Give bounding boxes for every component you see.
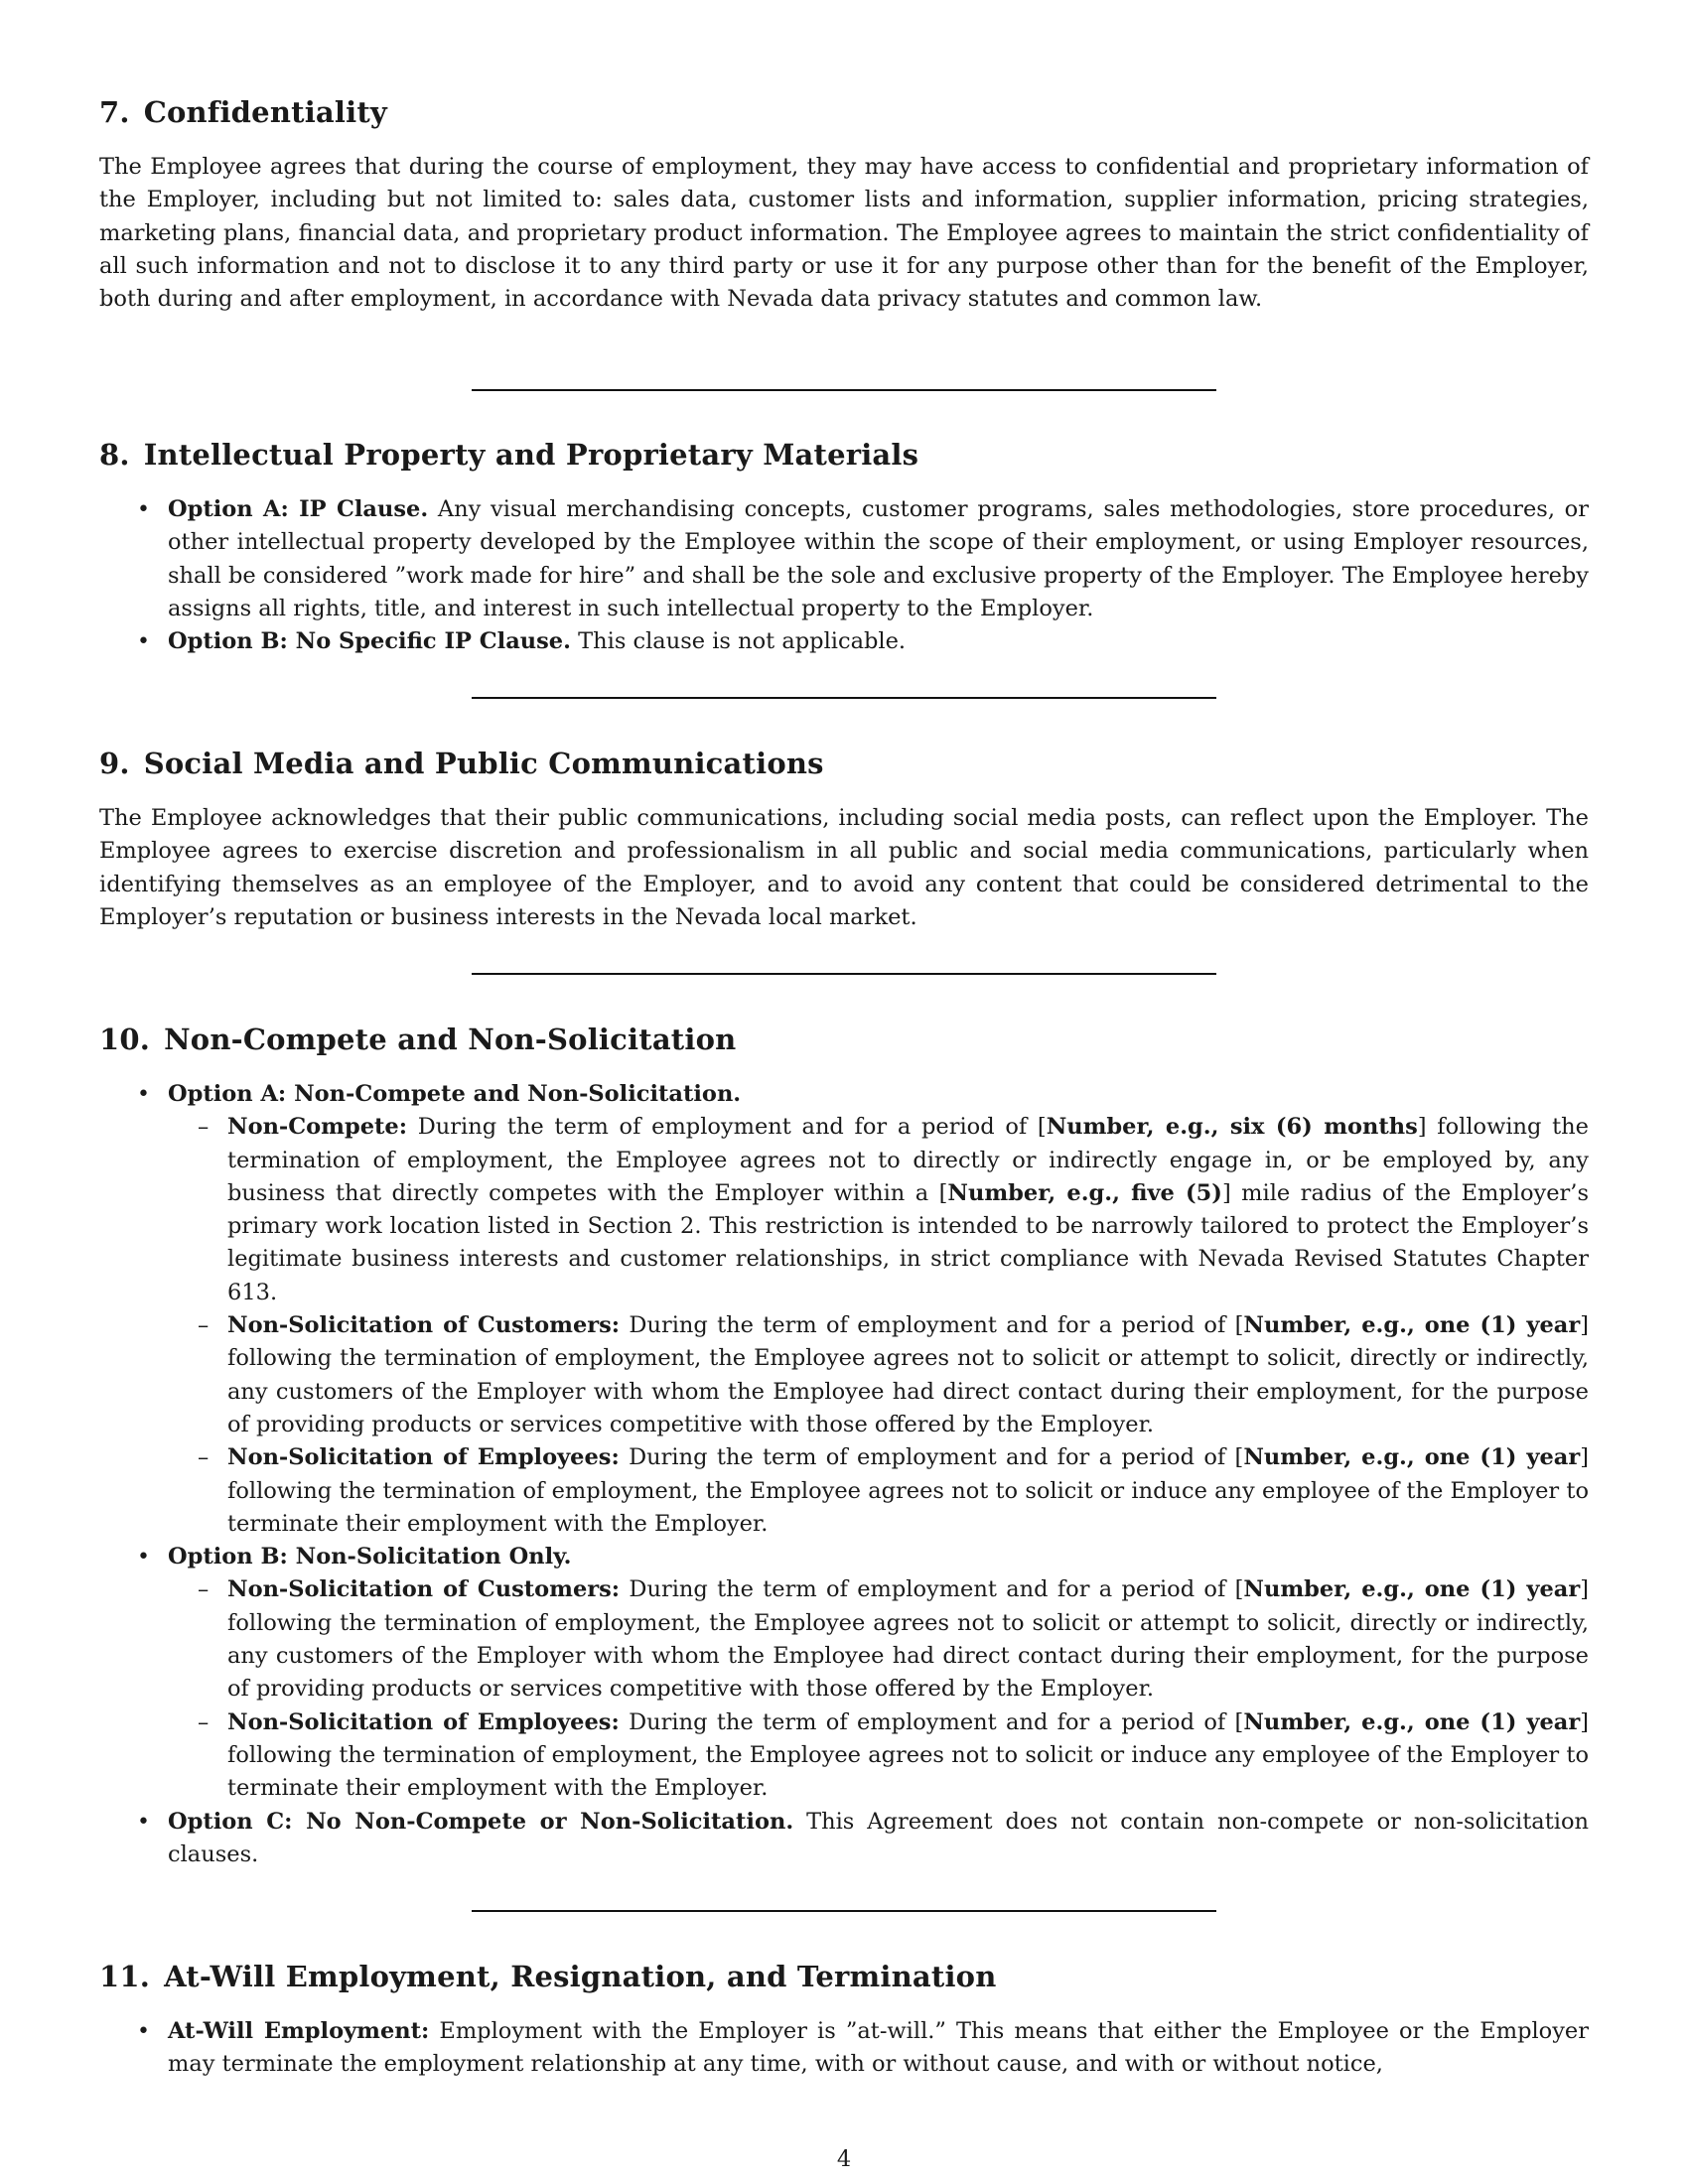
list-item: • Option B: No Specific IP Clause. This clause is not applicable. bbox=[99, 625, 1589, 658]
section-divider bbox=[472, 1910, 1216, 1912]
sublist-item: – Non-Solicitation of Customers: During the term of employment and for a period of [Number, e.g., one (1) year] following the termination of employment, the Employee agrees not to solicit or attempt to solicit, directly or indirectly, any customers of the Employer with whom the Employee had direct contact during their employment, for the purpose of providing products or services competitive with those offered by the Employer. bbox=[168, 1309, 1589, 1441]
bullet-icon: • bbox=[137, 1809, 150, 1835]
section-heading-intellectual-property: 8. Intellectual Property and Proprietary Materials bbox=[99, 438, 919, 472]
section-divider bbox=[472, 389, 1216, 391]
bullet-icon: • bbox=[137, 2019, 150, 2044]
list-item: • Option A: Non-Compete and Non-Solicitation. – Non-Compete: During the term of employment and for a period of [Number, e.g., six (6) months] following the termination of employment, the Employee agrees not to directly or indirectly engage in, or be employed by, any business that directly competes with the Employer within a [Number, e.g., five (5)] mile radius of the Employer’s primary work location listed in Section 2. This restriction is intended to be narrowly tailored to protect the Employer’s legitimate business interests and customer relationships, in strict compliance with Nevada Revised Statutes Chapter 613. – Non-Solicitation of Customers: During the term of employment and for a period of [Number, e.g., one (1) year] following the termination of employment, the Employee agrees not to solicit or attempt to solicit, directly or indirectly, any customers of the Employer with whom the Employee had direct contact during their employment, for the purpose of providing products or services competitive with those offered by the Employer. – Non-Solicitation of Employees: During the term of employment and for a period of [Number, e.g., one (1) year] following the termination of employment, the Employee agrees not to solicit or induce any employee of the Employer to terminate their employment with the Employer. bbox=[99, 1078, 1589, 1541]
list-item: • At-Will Employment: Employment with the Employer is ”at-will.” This means that either the Employee or the Employer may terminate the employment relationship at any time, with or without cause, and with or without notice, bbox=[99, 2015, 1589, 2082]
dash-icon: – bbox=[198, 1576, 210, 1603]
non-compete-options-list bbox=[99, 1078, 1589, 1871]
option-a-sublist bbox=[168, 1111, 1589, 1541]
list-item: • Option A: IP Clause. Any visual merchandising concepts, customer programs, sales methodologies, store procedures, or other intellectual property developed by the Employee within the scope of their employment, or using Employer resources, shall be considered ”work made for hire” and shall be the sole and exclusive property of the Employer. The Employee hereby assigns all rights, title, and interest in such intellectual property to the Employer. bbox=[99, 493, 1589, 625]
at-will-list bbox=[99, 2015, 1589, 2082]
bullet-icon: • bbox=[137, 497, 150, 522]
dash-icon: – bbox=[198, 1114, 210, 1141]
list-item: • Option C: No Non-Compete or Non-Solicitation. This Agreement does not contain non-compete or non-solicitation clauses. bbox=[99, 1806, 1589, 1872]
dash-icon: – bbox=[198, 1708, 210, 1735]
option-b-sublist bbox=[168, 1573, 1589, 1805]
bullet-icon: • bbox=[137, 1545, 150, 1570]
sublist-item: – Non-Solicitation of Customers: During the term of employment and for a period of [Number, e.g., one (1) year] following the termination of employment, the Employee agrees not to solicit or attempt to solicit, directly or indirectly, any customers of the Employer with whom the Employee had direct contact during their employment, for the purpose of providing products or services competitive with those offered by the Employer. bbox=[168, 1573, 1589, 1706]
social-media-paragraph: The Employee acknowledges that their public communications, including social media posts, can reflect upon the Employer. The Employee agrees to exercise discretion and professionalism in all public and social media communications, particularly when identifying themselves as an employee of the Employer, and to avoid any content that could be considered detrimental to the Employer’s reputation or business interests in the Nevada local market. bbox=[99, 805, 1589, 930]
bullet-icon: • bbox=[137, 629, 150, 655]
sublist-item: – Non-Solicitation of Employees: During the term of employment and for a period of [Number, e.g., one (1) year] following the termination of employment, the Employee agrees not to solicit or induce any employee of the Employer to terminate their employment with the Employer. bbox=[168, 1441, 1589, 1541]
ip-options-list bbox=[99, 493, 1589, 658]
section-divider bbox=[472, 973, 1216, 975]
section-heading-confidentiality: 7. Confidentiality bbox=[99, 95, 387, 129]
sublist-item: – Non-Compete: During the term of employment and for a period of [Number, e.g., six (6) months] following the termination of employment, the Employee agrees not to directly or indirectly engage in, or be employed by, any business that directly competes with the Employer within a [Number, e.g., five (5)] mile radius of the Employer’s primary work location listed in Section 2. This restriction is intended to be narrowly tailored to protect the Employer’s legitimate business interests and customer relationships, in strict compliance with Nevada Revised Statutes Chapter 613. bbox=[168, 1111, 1589, 1309]
dash-icon: – bbox=[198, 1444, 210, 1471]
dash-icon: – bbox=[198, 1312, 210, 1339]
section-divider bbox=[472, 697, 1216, 699]
section-heading-non-compete: 10. Non-Compete and Non-Solicitation bbox=[99, 1023, 737, 1056]
section-heading-at-will: 11. At-Will Employment, Resignation, and Termination bbox=[99, 1960, 997, 1993]
list-item: • Option B: Non-Solicitation Only. – Non-Solicitation of Customers: During the term of employment and for a period of [Number, e.g., one (1) year] following the termination of employment, the Employee agrees not to solicit or attempt to solicit, directly or indirectly, any customers of the Employer with whom the Employee had direct contact during their employment, for the purpose of providing products or services competitive with those offered by the Employer. – Non-Solicitation of Employees: During the term of employment and for a period of [Number, e.g., one (1) year] following the termination of employment, the Employee agrees not to solicit or induce any employee of the Employer to terminate their employment with the Employer. bbox=[99, 1541, 1589, 1805]
page-number: 4 bbox=[836, 2146, 852, 2172]
sublist-item: – Non-Solicitation of Employees: During the term of employment and for a period of [Number, e.g., one (1) year] following the termination of employment, the Employee agrees not to solicit or induce any employee of the Employer to terminate their employment with the Employer. bbox=[168, 1706, 1589, 1806]
confidentiality-paragraph: The Employee agrees that during the course of employment, they may have access to confidential and proprietary information of the Employer, including but not limited to: sales data, customer lists and information, supplier information, pricing strategies, marketing plans, financial data, and proprietary product information. The Employee agrees to maintain the strict confidentiality of all such information and not to disclose it to any third party or use it for any purpose other than for the benefit of the Employer, both during and after employment, in accordance with Nevada data privacy statutes and common law. bbox=[99, 154, 1589, 313]
bullet-icon: • bbox=[137, 1082, 150, 1107]
section-heading-social-media: 9. Social Media and Public Communications bbox=[99, 747, 824, 780]
